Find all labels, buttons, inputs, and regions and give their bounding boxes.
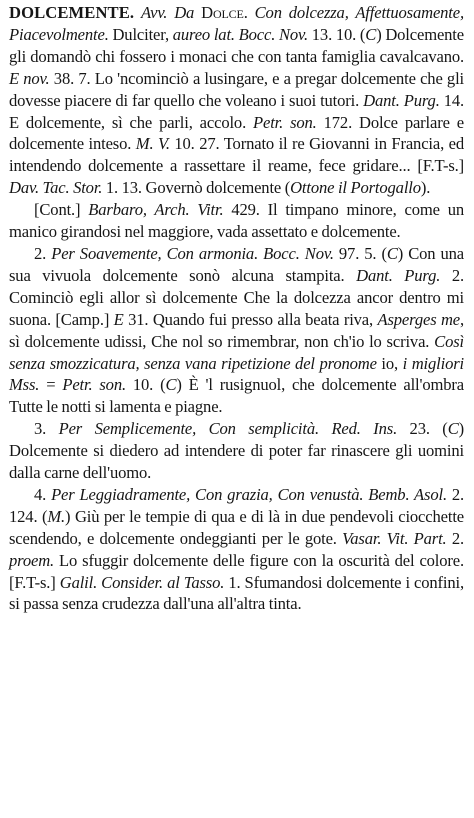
italic-text-run: Per Leggiadramente, Con grazia, Con venustà. Bemb. Asol. [51, 484, 447, 504]
small-caps-text-run: Dolce [201, 3, 244, 22]
text-run: 10. ( [125, 375, 166, 395]
italic-text-run: Barbaro, Arch. Vitr. [88, 200, 224, 220]
italic-text-run: Ottone il Portogallo [290, 178, 421, 198]
text-run: 2. Cominciò egli allor sì dolcemente Che la dolcezza ancor dentro mi suona. [Camp.] [9, 265, 465, 329]
italic-text-run: M. V. [135, 134, 170, 154]
text-run: 4. [34, 484, 52, 504]
italic-text-run: E nov. [9, 68, 50, 88]
entry-paragraph-main [9, 2, 464, 199]
italic-text-run: C [386, 243, 398, 263]
text-run: 31. Quando fui presso alla beata riva, [123, 309, 378, 329]
entry-sense-2 [9, 243, 464, 418]
italic-text-run: Dav. Tac. Stor. [9, 178, 103, 198]
entry-sense-3 [9, 418, 464, 484]
italic-text-run: Per Semplicemente, Con semplicità. Red. Ins. [58, 419, 398, 439]
text-run: 38. 7. Lo 'ncominciò a lusingare, e a pregar dolcemente che gli dovesse piacere di far quello che voleano i suoi tutori. [9, 68, 464, 110]
text-run [134, 3, 141, 22]
text-run: ). [420, 178, 431, 198]
text-run: ) È 'l rusignuol, che dolcemente all'ombra Tutte le notti si lamenta e piagne. [9, 375, 464, 417]
italic-text-run: C [165, 375, 177, 395]
italic-text-run: Con dolcezza, Affettuosamente, Piacevolmente. [9, 3, 464, 44]
text-run: 1. 13. Governò dolcemente ( [102, 178, 291, 198]
text-run: 429. Il timpano minore, come un manico girandosi nel maggiore, vada assettato e dolcemente. [9, 200, 464, 242]
italic-text-run: Galil. Consider. al Tasso. [59, 572, 225, 592]
italic-text-run: i migliori Mss. [9, 353, 464, 395]
text-run: , sì dolcemente udissi, Che nol so rimembrar, non ch'io lo scriva. [9, 309, 465, 351]
text-run: Dulciter, [108, 24, 173, 44]
text-run: 10. 27. Tornato il re Giovanni in Francia, ed intendendo dolcemente a rassettare il reame, fece gridare... [F.T-s.] [9, 134, 464, 176]
text-run: ) Dolcemente gli domandò chi fossero i monaci che con tanta famiglia cavalcavano. [9, 24, 464, 66]
text-run: 23. ( [397, 419, 448, 439]
italic-text-run: proem. [9, 550, 55, 570]
text-run: 2. [446, 528, 464, 548]
italic-text-run: Per Soavemente, Con armonia. Bocc. Nov. [51, 243, 334, 263]
text-run: 2. [34, 243, 52, 263]
text-run: ) Dolcemente si diedero ad intendere di poter far rinascere gli uomini dalla carne dell'uomo. [9, 419, 464, 483]
text-run: 97. 5. ( [333, 243, 387, 263]
headword: DOLCEMENTE. [9, 3, 135, 22]
italic-text-run: M. [47, 506, 66, 526]
text-run: . [243, 3, 255, 22]
italic-text-run: Avv. Da [141, 3, 202, 22]
italic-text-run: C [365, 24, 377, 44]
italic-text-run: Petr. son. [62, 375, 126, 395]
italic-text-run: E [113, 309, 124, 329]
main-definition-text [9, 3, 464, 197]
text-run: = [39, 375, 63, 395]
text-run: 3. [34, 419, 59, 439]
entry-paragraph-cont [9, 199, 464, 243]
text-run: Lo sfuggir dolcemente delle figure con la oscurità del colore. [F.T-s.] [9, 550, 464, 592]
text-run: 1. Sfumandosi dolcemente i confini, si passa senza crudezza dall'una all'altra tinta. [9, 572, 464, 614]
entry-sense-4 [9, 484, 464, 615]
italic-text-run: aureo lat. Bocc. Nov. [172, 24, 309, 44]
text-run: ) Giù per le tempie di qua e di là in due pendevoli ciocchette scendendo, e dolcemente ondeggianti per le gote. [9, 506, 464, 548]
italic-text-run: Vasar. Vit. Part. [342, 528, 447, 548]
text-run: 172. Dolce parlare e dolcemente inteso. [9, 112, 464, 154]
italic-text-run: Dant. Purg. [363, 90, 440, 110]
text-run: ) Con una sua vivuola dolcemente sonò alcuna stampita. [9, 243, 465, 285]
text-run: io, [376, 353, 403, 373]
italic-text-run: Così senza smozzicatura, senza vana ripetizione del pronome [9, 331, 464, 373]
text-run: 13. 10. ( [308, 24, 366, 44]
text-run: [Cont.] [34, 200, 89, 220]
italic-text-run: Petr. son. [253, 112, 317, 132]
italic-text-run: C [447, 419, 459, 439]
text-run: 14. E dolcemente, sì che parli, accolo. [9, 90, 464, 132]
italic-text-run: Dant. Purg. [356, 265, 441, 285]
text-run: 2. 124. ( [9, 484, 465, 526]
italic-text-run: Asperges me [377, 309, 461, 329]
